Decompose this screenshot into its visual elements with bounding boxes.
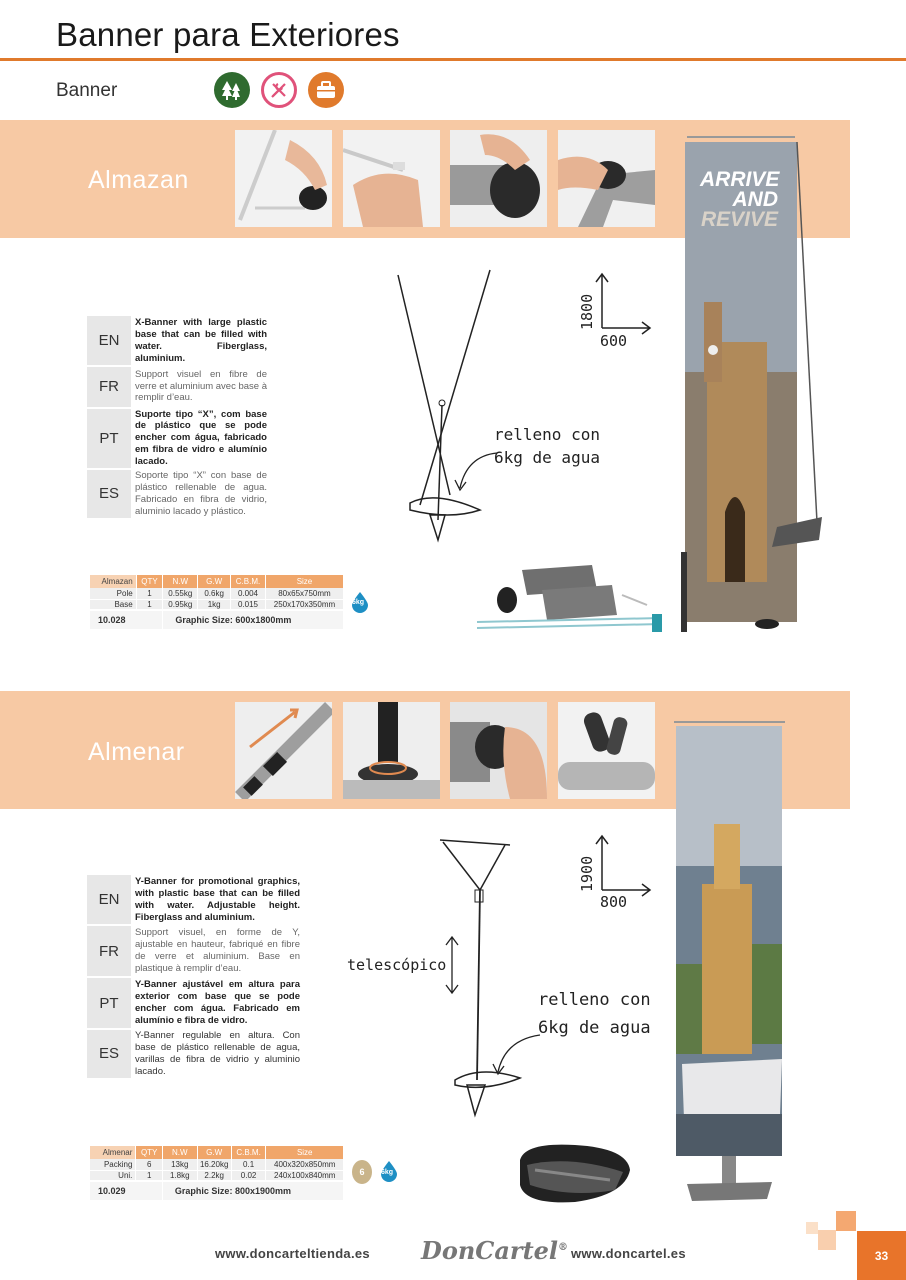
table-cell: 0.004 xyxy=(231,588,266,599)
product-code: 10.028 xyxy=(90,610,163,629)
description-text: Support visuel en fibre de verre et aluminium avec base à remplir d’eau. xyxy=(135,368,268,404)
no-tools-icon xyxy=(261,72,297,108)
table-cell: 0.1 xyxy=(231,1159,266,1170)
description-row xyxy=(87,1029,300,1079)
carry-bag-photo xyxy=(515,1140,633,1208)
table-cell: 1.8kg xyxy=(162,1170,197,1181)
description-text: Y-Banner ajustável em altura para exterior com base que se pode encher com água. Fabricado em alumínio e fibra de vidro. xyxy=(135,979,300,1026)
graphic-size-row xyxy=(90,610,344,629)
table-cell: Packing xyxy=(90,1159,136,1170)
graphic-size-row xyxy=(90,1181,344,1200)
table-cell: 2.2kg xyxy=(197,1170,231,1181)
graphic-size: Graphic Size: 800x1900mm xyxy=(162,1181,343,1200)
footer-shop-link[interactable]: www.doncarteltienda.es xyxy=(215,1246,370,1261)
table-cell: 1 xyxy=(136,1170,163,1181)
product-photo xyxy=(450,702,547,799)
description-row xyxy=(87,977,300,1029)
product-photo xyxy=(343,702,440,799)
page-number: 33 xyxy=(857,1231,906,1280)
decor-square xyxy=(818,1230,836,1250)
lang-code: EN xyxy=(87,875,131,925)
spec-header: C.B.M. xyxy=(231,1146,266,1159)
product-photo xyxy=(450,130,547,227)
title-divider xyxy=(0,58,906,61)
water-drop-label: 6kg xyxy=(352,599,365,606)
spec-header: Size xyxy=(266,1146,344,1159)
fill-note-line1: relleno con xyxy=(494,425,600,444)
spec-table xyxy=(90,1146,344,1201)
table-cell: 13kg xyxy=(162,1159,197,1170)
spec-header: Almazan xyxy=(90,575,136,588)
product-photo xyxy=(235,702,332,799)
category-label: Banner xyxy=(56,80,118,101)
table-cell: 80x65x750mm xyxy=(265,588,343,599)
trees-icon xyxy=(214,72,250,108)
x-stand-sketch xyxy=(390,265,500,545)
product-title-almenar: Almenar xyxy=(88,738,185,766)
dimension-height: 1800 xyxy=(578,293,596,330)
table-row xyxy=(90,599,344,610)
spec-header: Almenar xyxy=(90,1146,136,1159)
water-drop-label: 6kg xyxy=(381,1169,394,1176)
spec-header: QTY xyxy=(136,575,163,588)
description-row xyxy=(87,925,300,977)
table-cell: 400x320x850mm xyxy=(266,1159,344,1170)
table-cell: 0.95kg xyxy=(163,599,198,610)
table-row xyxy=(90,1159,344,1170)
table-cell: 1kg xyxy=(198,599,231,610)
dimension-arrows xyxy=(590,832,660,902)
banner-slogan: ARRIVE AND REVIVE xyxy=(700,168,780,231)
dimension-arrows xyxy=(590,270,660,340)
graphic-size: Graphic Size: 600x1800mm xyxy=(163,610,344,629)
table-row xyxy=(90,588,344,599)
lang-code: EN xyxy=(87,316,131,366)
decor-square xyxy=(806,1222,818,1234)
spec-header: N.W xyxy=(163,575,198,588)
dimension-width: 800 xyxy=(600,893,628,911)
description-row xyxy=(87,408,267,469)
lang-code: FR xyxy=(87,366,131,408)
description-table xyxy=(87,875,300,1080)
table-cell: 0.02 xyxy=(231,1170,266,1181)
note-arrow xyxy=(452,448,502,498)
parts-photo xyxy=(472,560,667,638)
fill-note-line1: relleno con xyxy=(538,990,651,1010)
table-cell: 16.20kg xyxy=(197,1159,231,1170)
product-photo xyxy=(235,130,332,227)
table-cell: Uni. xyxy=(90,1170,136,1181)
fill-note-line2: 6kg de agua xyxy=(538,1018,651,1038)
table-cell: 0.6kg xyxy=(198,588,231,599)
description-row xyxy=(87,366,267,408)
product-code: 10.029 xyxy=(90,1181,162,1200)
page-title: Banner para Exteriores xyxy=(56,16,400,53)
table-cell: 0.015 xyxy=(231,599,266,610)
note-arrow xyxy=(490,1030,545,1080)
description-row xyxy=(87,316,267,366)
description-text: Soporte tipo “X” con base de plástico rellenable de agua. Fabricado en fibra de vidrio, aluminio lacado y plástico. xyxy=(135,470,267,517)
description-text: Y-Banner regulable en altura. Con base de plástico rellenable de agua, varillas de fibra de vidrio y aluminio lacado. xyxy=(135,1030,300,1077)
lang-code: FR xyxy=(87,925,131,977)
product-photo xyxy=(558,130,655,227)
description-text: Suporte tipo “X”, com base de plástico que se pode encher com água, fabricado em fibra de vidro e alumínio lacado. xyxy=(135,408,267,467)
table-cell: 6 xyxy=(136,1159,163,1170)
table-cell: Base xyxy=(90,599,136,610)
product-photo xyxy=(343,130,440,227)
table-cell: 0.55kg xyxy=(163,588,198,599)
table-cell: 1 xyxy=(136,599,163,610)
decor-square xyxy=(836,1211,856,1231)
telescopic-label: telescópico xyxy=(347,956,447,974)
spec-header: G.W xyxy=(198,575,231,588)
dimension-width: 600 xyxy=(600,332,628,350)
description-text: Y-Banner for promotional graphics, with plastic base that can be filled with water. Adjustable height. Fiberglass and aluminium. xyxy=(135,876,300,923)
spec-header: Size xyxy=(265,575,343,588)
dimension-height: 1900 xyxy=(578,855,596,892)
spec-table xyxy=(90,575,344,630)
table-cell: 250x170x350mm xyxy=(265,599,343,610)
bag-icon xyxy=(308,72,344,108)
lang-code: PT xyxy=(87,977,131,1029)
banner-stand-photo xyxy=(672,714,787,1204)
lang-code: ES xyxy=(87,469,131,519)
product-title-almazan: Almazan xyxy=(88,166,189,194)
spec-header: N.W xyxy=(162,1146,197,1159)
product-photo xyxy=(558,702,655,799)
spec-header: G.W xyxy=(197,1146,231,1159)
lang-code: ES xyxy=(87,1029,131,1079)
pack-count-icon: 6 xyxy=(352,1160,372,1184)
description-table xyxy=(87,316,267,520)
description-row xyxy=(87,875,300,925)
table-cell: 1 xyxy=(136,588,163,599)
spec-header: QTY xyxy=(136,1146,163,1159)
table-row xyxy=(90,1170,344,1181)
spec-header: C.B.M. xyxy=(231,575,266,588)
fill-note-line2: 6kg de agua xyxy=(494,448,600,467)
description-row xyxy=(87,469,267,519)
table-cell: Pole xyxy=(90,588,136,599)
description-text: Support visuel, en forme de Y, ajustable en hauteur, fabriqué en fibre de verre et aluminium. Base en plastique à remplir d’eau. xyxy=(135,927,300,974)
footer-site-link[interactable]: www.doncartel.es xyxy=(571,1246,686,1261)
table-cell: 240x100x840mm xyxy=(266,1170,344,1181)
brand-logo: DonCartel® xyxy=(421,1236,569,1265)
lang-code: PT xyxy=(87,408,131,469)
description-text: X-Banner with large plastic base that can be filled with water. Fiberglass, aluminium. xyxy=(135,317,267,364)
